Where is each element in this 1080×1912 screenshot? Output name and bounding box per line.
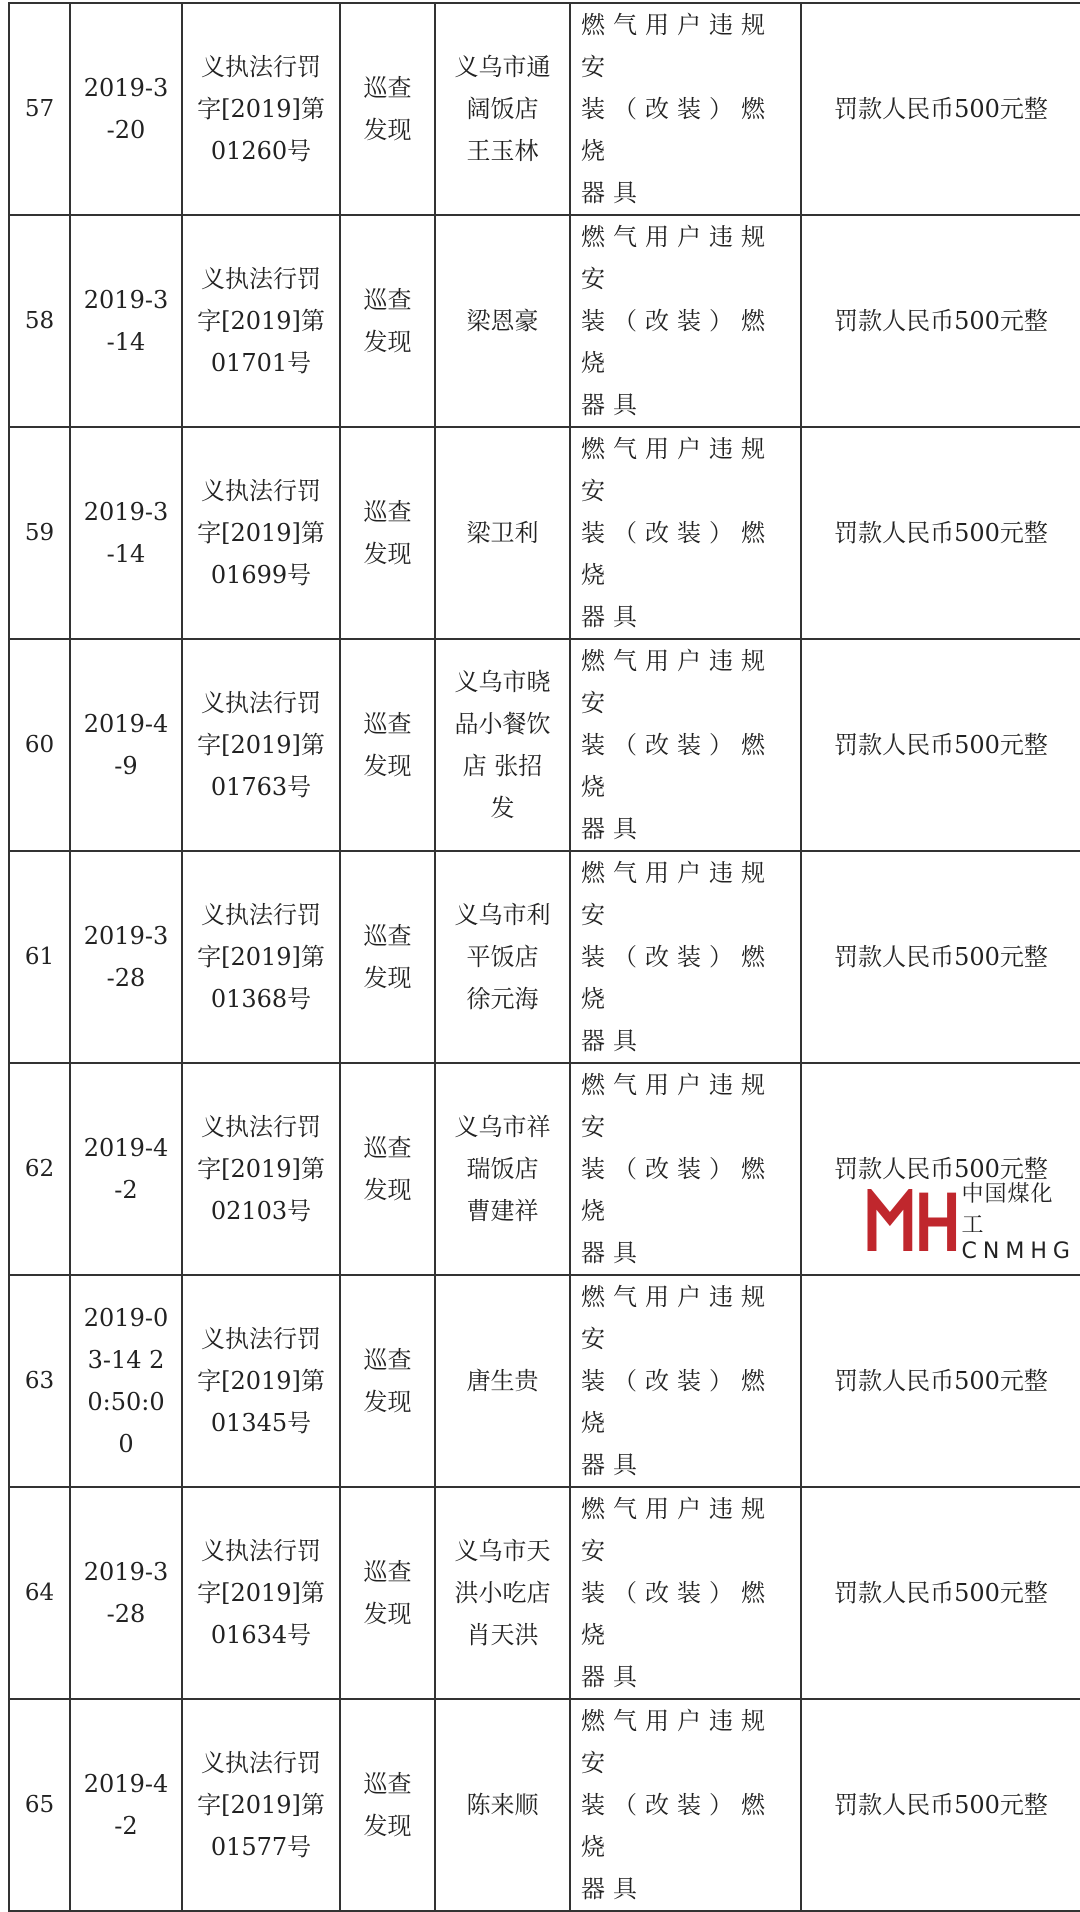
table-row xyxy=(9,3,1080,215)
document-number xyxy=(182,851,340,1063)
case-source-line: 发现 xyxy=(363,1600,412,1628)
violation-desc xyxy=(570,427,801,639)
case-source xyxy=(340,851,435,1063)
document-number xyxy=(182,1487,340,1699)
violation-desc xyxy=(570,3,801,215)
table-row xyxy=(9,1487,1080,1699)
violation-desc-line: 器具 xyxy=(581,603,645,631)
case-source xyxy=(340,1699,435,1911)
penalty-date xyxy=(70,1699,182,1911)
penalty-date-line: 0:50:0 xyxy=(87,1388,165,1416)
document-number xyxy=(182,1063,340,1275)
violation-desc-line: 器具 xyxy=(581,1239,645,1267)
penalty-date xyxy=(70,1487,182,1699)
document-number-line: 字[2019]第 xyxy=(197,519,325,547)
violation-desc-line: 燃气用户违规安 xyxy=(581,223,773,293)
party-name-line: 义乌市利 xyxy=(454,901,551,929)
document-number-line: 01701号 xyxy=(210,349,312,377)
document-number-line: 义执法行罚 xyxy=(201,1113,321,1141)
violation-desc-line: 燃气用户违规安 xyxy=(581,1707,773,1777)
case-source-line: 发现 xyxy=(363,116,412,144)
party-name-line: 肖天洪 xyxy=(466,1621,539,1649)
party-name-line: 义乌市晓 xyxy=(454,668,551,696)
party-name-line: 义乌市通 xyxy=(454,53,551,81)
penalty-date-line: 2019-0 xyxy=(83,1304,169,1332)
penalty-content: 罚款人民币500元整 xyxy=(801,427,1080,639)
document-number-line: 义执法行罚 xyxy=(201,477,321,505)
table-row xyxy=(9,427,1080,639)
violation-desc-line: 器具 xyxy=(581,1451,645,1479)
violation-desc-line: 器具 xyxy=(581,391,645,419)
document-number-line: 义执法行罚 xyxy=(201,1537,321,1565)
document-number xyxy=(182,215,340,427)
document-number-line: 义执法行罚 xyxy=(201,265,321,293)
penalty-content: 罚款人民币500元整 xyxy=(801,215,1080,427)
case-source-line: 巡查 xyxy=(363,1558,412,1586)
document-number-line: 字[2019]第 xyxy=(197,1791,325,1819)
case-source xyxy=(340,427,435,639)
penalty-content: 罚款人民币500元整 xyxy=(801,1487,1080,1699)
case-source-line: 巡查 xyxy=(363,922,412,950)
penalty-date-line: 2019-4 xyxy=(83,710,169,738)
case-source xyxy=(340,1063,435,1275)
penalty-date xyxy=(70,3,182,215)
case-source-line: 发现 xyxy=(363,1812,412,1840)
case-source-line: 巡查 xyxy=(363,1134,412,1162)
penalty-date xyxy=(70,427,182,639)
document-number-line: 01699号 xyxy=(210,561,312,589)
document-number xyxy=(182,1699,340,1911)
document-number-line: 字[2019]第 xyxy=(197,1155,325,1183)
penalty-date-line: 0 xyxy=(118,1430,134,1458)
penalty-date-line: -20 xyxy=(106,116,146,144)
case-source-line: 巡查 xyxy=(363,710,412,738)
party-name xyxy=(435,3,570,215)
table-row xyxy=(9,1275,1080,1487)
case-source-line: 发现 xyxy=(363,540,412,568)
violation-desc-line: 器具 xyxy=(581,179,645,207)
penalty-date-line: -2 xyxy=(114,1812,138,1840)
case-source xyxy=(340,1275,435,1487)
table-body xyxy=(9,3,1080,1911)
row-number: 61 xyxy=(9,851,70,1063)
party-name-line: 王玉林 xyxy=(466,137,539,165)
violation-desc-line: 器具 xyxy=(581,1875,645,1903)
cnmhg-logo-icon xyxy=(866,1189,958,1251)
document-number xyxy=(182,3,340,215)
row-number: 62 xyxy=(9,1063,70,1275)
penalty-date-line: 3-14 2 xyxy=(87,1346,165,1374)
party-name xyxy=(435,1487,570,1699)
violation-desc-line: 装（改装）燃烧 xyxy=(581,95,773,165)
penalty-date-line: -2 xyxy=(114,1176,138,1204)
penalty-content: 罚款人民币500元整 xyxy=(801,1275,1080,1487)
case-source xyxy=(340,3,435,215)
party-name-line: 阔饭店 xyxy=(466,95,539,123)
violation-desc xyxy=(570,851,801,1063)
case-source-line: 巡查 xyxy=(363,1346,412,1374)
violation-desc-line: 燃气用户违规安 xyxy=(581,1495,773,1565)
row-number: 65 xyxy=(9,1699,70,1911)
case-source xyxy=(340,639,435,851)
table-row xyxy=(9,851,1080,1063)
penalty-date xyxy=(70,1275,182,1487)
penalty-content: 罚款人民币500元整 xyxy=(801,639,1080,851)
violation-desc-line: 燃气用户违规安 xyxy=(581,1283,773,1353)
case-source xyxy=(340,1487,435,1699)
violation-desc-line: 装（改装）燃烧 xyxy=(581,307,773,377)
violation-desc-line: 装（改装）燃烧 xyxy=(581,1579,773,1649)
row-number: 63 xyxy=(9,1275,70,1487)
party-name-line: 发 xyxy=(490,794,515,822)
case-source-line: 巡查 xyxy=(363,1770,412,1798)
document-number xyxy=(182,1275,340,1487)
party-name-line: 平饭店 xyxy=(466,943,539,971)
party-name xyxy=(435,1699,570,1911)
violation-desc-line: 燃气用户违规安 xyxy=(581,647,773,717)
party-name-line: 梁卫利 xyxy=(466,519,539,547)
document-number-line: 义执法行罚 xyxy=(201,1325,321,1353)
penalty-date-line: 2019-3 xyxy=(83,498,169,526)
penalty-content: 罚款人民币500元整 xyxy=(801,1699,1080,1911)
penalty-content: 罚款人民币500元整 xyxy=(801,3,1080,215)
party-name-line: 陈来顺 xyxy=(466,1791,539,1819)
penalty-date xyxy=(70,215,182,427)
watermark xyxy=(866,1181,1076,1264)
violation-desc-line: 器具 xyxy=(581,1027,645,1055)
violation-desc xyxy=(570,1063,801,1275)
party-name-line: 瑞饭店 xyxy=(466,1155,539,1183)
watermark-cn: 中国煤化工 xyxy=(961,1181,1054,1238)
penalty-date-line: 2019-3 xyxy=(83,286,169,314)
violation-desc-line: 器具 xyxy=(581,1663,645,1691)
violation-desc-line: 燃气用户违规安 xyxy=(581,11,773,81)
document-number-line: 01260号 xyxy=(210,137,312,165)
document-number-line: 01634号 xyxy=(210,1621,312,1649)
document-number-line: 义执法行罚 xyxy=(201,1749,321,1777)
party-name xyxy=(435,215,570,427)
document-number-line: 字[2019]第 xyxy=(197,1579,325,1607)
penalty-date-line: -14 xyxy=(106,540,146,568)
party-name-line: 义乌市天 xyxy=(454,1537,551,1565)
party-name-line: 梁恩豪 xyxy=(466,307,539,335)
violation-desc-line: 装（改装）燃烧 xyxy=(581,731,773,801)
row-number: 64 xyxy=(9,1487,70,1699)
party-name-line: 品小餐饮 xyxy=(454,710,551,738)
document-number-line: 01577号 xyxy=(210,1833,312,1861)
row-number: 58 xyxy=(9,215,70,427)
penalty-date-line: 2019-4 xyxy=(83,1770,169,1798)
party-name xyxy=(435,851,570,1063)
violation-desc xyxy=(570,639,801,851)
document-number-line: 01345号 xyxy=(210,1409,312,1437)
document-number-line: 字[2019]第 xyxy=(197,731,325,759)
case-source-line: 发现 xyxy=(363,328,412,356)
party-name xyxy=(435,1063,570,1275)
violation-desc xyxy=(570,1487,801,1699)
party-name xyxy=(435,427,570,639)
penalty-date-line: -28 xyxy=(106,1600,146,1628)
penalty-date-line: -28 xyxy=(106,964,146,992)
case-source-line: 巡查 xyxy=(363,286,412,314)
case-source-line: 发现 xyxy=(363,1388,412,1416)
case-source-line: 发现 xyxy=(363,752,412,780)
penalty-table xyxy=(8,2,1080,1912)
penalty-date-line: 2019-3 xyxy=(83,1558,169,1586)
penalty-content: 罚款人民币500元整 xyxy=(801,1063,1080,1275)
case-source xyxy=(340,215,435,427)
penalty-date xyxy=(70,851,182,1063)
case-source-line: 巡查 xyxy=(363,74,412,102)
party-name xyxy=(435,639,570,851)
penalty-date-line: 2019-3 xyxy=(83,74,169,102)
table-row xyxy=(9,639,1080,851)
row-number: 59 xyxy=(9,427,70,639)
violation-desc-line: 燃气用户违规安 xyxy=(581,435,773,505)
document-number-line: 字[2019]第 xyxy=(197,1367,325,1395)
violation-desc-line: 装（改装）燃烧 xyxy=(581,519,773,589)
violation-desc xyxy=(570,1699,801,1911)
document-number-line: 字[2019]第 xyxy=(197,307,325,335)
party-name-line: 徐元海 xyxy=(466,985,539,1013)
document-number-line: 字[2019]第 xyxy=(197,943,325,971)
document-number-line: 义执法行罚 xyxy=(201,53,321,81)
watermark-en: CNMHG xyxy=(961,1238,1076,1264)
violation-desc-line: 装（改装）燃烧 xyxy=(581,1791,773,1861)
document-number-line: 01368号 xyxy=(210,985,312,1013)
document-number-line: 字[2019]第 xyxy=(197,95,325,123)
table-row xyxy=(9,215,1080,427)
penalty-date xyxy=(70,1063,182,1275)
penalty-content: 罚款人民币500元整 xyxy=(801,851,1080,1063)
violation-desc xyxy=(570,215,801,427)
penalty-date-line: 2019-4 xyxy=(83,1134,169,1162)
party-name-line: 义乌市祥 xyxy=(454,1113,551,1141)
party-name-line: 洪小吃店 xyxy=(454,1579,551,1607)
penalty-date xyxy=(70,639,182,851)
party-name-line: 唐生贵 xyxy=(466,1367,539,1395)
document-number-line: 义执法行罚 xyxy=(201,689,321,717)
document-number-line: 义执法行罚 xyxy=(201,901,321,929)
document-number xyxy=(182,639,340,851)
violation-desc-line: 燃气用户违规安 xyxy=(581,859,773,929)
document-number-line: 01763号 xyxy=(210,773,312,801)
penalty-date-line: -9 xyxy=(114,752,138,780)
case-source-line: 发现 xyxy=(363,964,412,992)
violation-desc-line: 燃气用户违规安 xyxy=(581,1071,773,1141)
party-name-line: 店 张招 xyxy=(462,752,543,780)
violation-desc xyxy=(570,1275,801,1487)
document-number xyxy=(182,427,340,639)
penalty-date-line: 2019-3 xyxy=(83,922,169,950)
case-source-line: 巡查 xyxy=(363,498,412,526)
violation-desc-line: 器具 xyxy=(581,815,645,843)
case-source-line: 发现 xyxy=(363,1176,412,1204)
party-name-line: 曹建祥 xyxy=(466,1197,539,1225)
row-number: 60 xyxy=(9,639,70,851)
table-row xyxy=(9,1699,1080,1911)
violation-desc-line: 装（改装）燃烧 xyxy=(581,1367,773,1437)
party-name xyxy=(435,1275,570,1487)
violation-desc-line: 装（改装）燃烧 xyxy=(581,943,773,1013)
row-number: 57 xyxy=(9,3,70,215)
document-number-line: 02103号 xyxy=(210,1197,312,1225)
violation-desc-line: 装（改装）燃烧 xyxy=(581,1155,773,1225)
penalty-date-line: -14 xyxy=(106,328,146,356)
